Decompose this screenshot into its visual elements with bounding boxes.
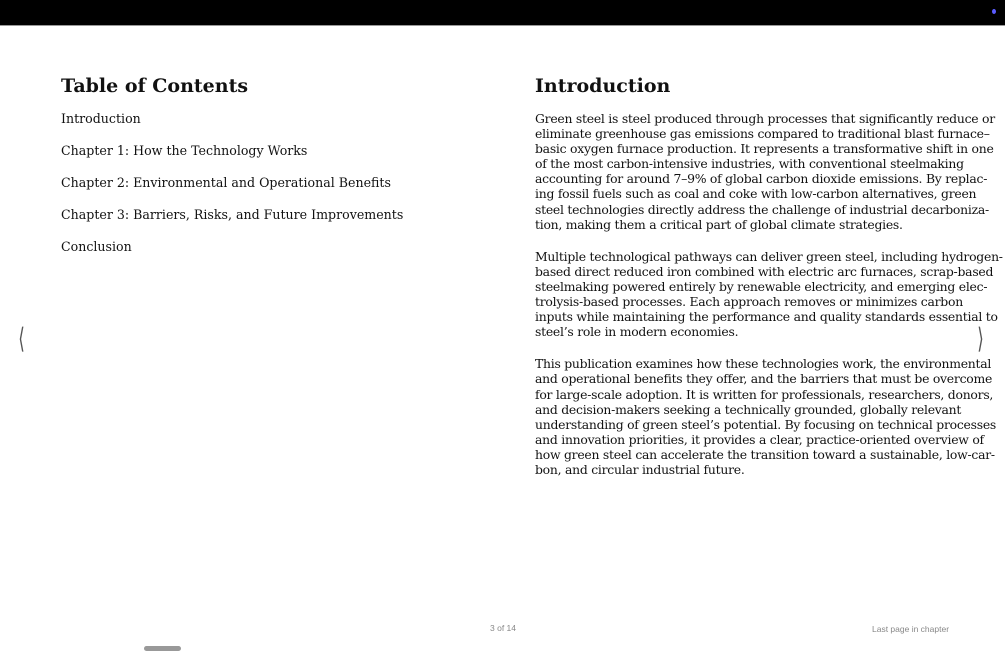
toc-item-chapter-3[interactable]: Chapter 3: Barriers, Risks, and Future Improvements xyxy=(61,207,404,222)
toc-item-introduction[interactable]: Introduction xyxy=(61,111,141,126)
text-line: bon, and circular industrial future. xyxy=(535,461,745,477)
text-line: accounting for around 7–9% of global carbon dioxide emissions. By replac- xyxy=(535,171,988,187)
text-line: and innovation priorities, it provides a clear, practice-oriented overview of xyxy=(535,431,984,447)
chapter-status: Last page in chapter xyxy=(872,624,950,634)
text-line: how green steel can accelerate the transition toward a sustainable, low-car- xyxy=(535,446,995,462)
page-indicator: 3 of 14 xyxy=(490,623,516,633)
text-line: eliminate greenhouse gas emissions compared to traditional blast furnace– xyxy=(535,126,990,142)
table-of-contents xyxy=(61,111,403,271)
indicator-dot-icon xyxy=(992,9,996,14)
text-line: of the most carbon-intensive industries, with conventional steelmaking xyxy=(535,156,964,172)
text-line: and operational benefits they offer, and the barriers that must be overcome xyxy=(535,371,993,387)
next-page-button[interactable]: ⟩ xyxy=(977,322,984,355)
text-line: based direct reduced iron combined with electric arc furnaces, scrap-based xyxy=(535,263,994,279)
text-line: for large-scale adoption. It is written for professionals, researchers, donors, xyxy=(535,386,994,402)
toc-item-chapter-1[interactable]: Chapter 1: How the Technology Works xyxy=(61,143,308,158)
text-line: trolysis-based processes. Each approach removes or minimizes carbon xyxy=(535,294,963,310)
toc-item-conclusion[interactable]: Conclusion xyxy=(61,239,132,254)
text-line: and decision-makers seeking a technically grounded, globally relevant xyxy=(535,401,962,417)
text-line: steelmaking powered entirely by renewable electricity, and emerging elec- xyxy=(535,278,988,294)
text-line: tion, making them a critical part of global climate strategies. xyxy=(535,216,903,232)
intro-title: Introduction xyxy=(535,75,671,97)
paragraph xyxy=(535,111,995,232)
text-line: inputs while maintaining the performance and quality standards essential to xyxy=(535,309,998,325)
paragraph xyxy=(535,248,1003,340)
prev-page-button[interactable]: ⟨ xyxy=(18,322,25,355)
paragraph xyxy=(535,356,997,477)
intro-body xyxy=(535,111,1003,494)
status-bar xyxy=(0,0,1005,26)
scroll-handle[interactable] xyxy=(144,646,181,651)
text-line: This publication examines how these technologies work, the environmental xyxy=(535,356,992,372)
text-line: steel technologies directly address the challenge of industrial decarboniza- xyxy=(535,201,989,217)
text-line: understanding of green steel’s potential. By focusing on technical processes xyxy=(535,416,997,432)
text-line: steel’s role in modern economies. xyxy=(535,324,739,340)
text-line: Green steel is steel produced through processes that significantly reduce or xyxy=(535,111,995,126)
text-line: basic oxygen furnace production. It represents a transformative shift in one xyxy=(535,141,994,157)
text-line: Multiple technological pathways can deliver green steel, including hydrogen- xyxy=(535,248,1003,264)
toc-title: Table of Contents xyxy=(61,75,249,97)
toc-item-chapter-2[interactable]: Chapter 2: Environmental and Operational Benefits xyxy=(61,175,391,190)
text-line: ing fossil fuels such as coal and coke with low-carbon alternatives, green xyxy=(535,186,977,202)
